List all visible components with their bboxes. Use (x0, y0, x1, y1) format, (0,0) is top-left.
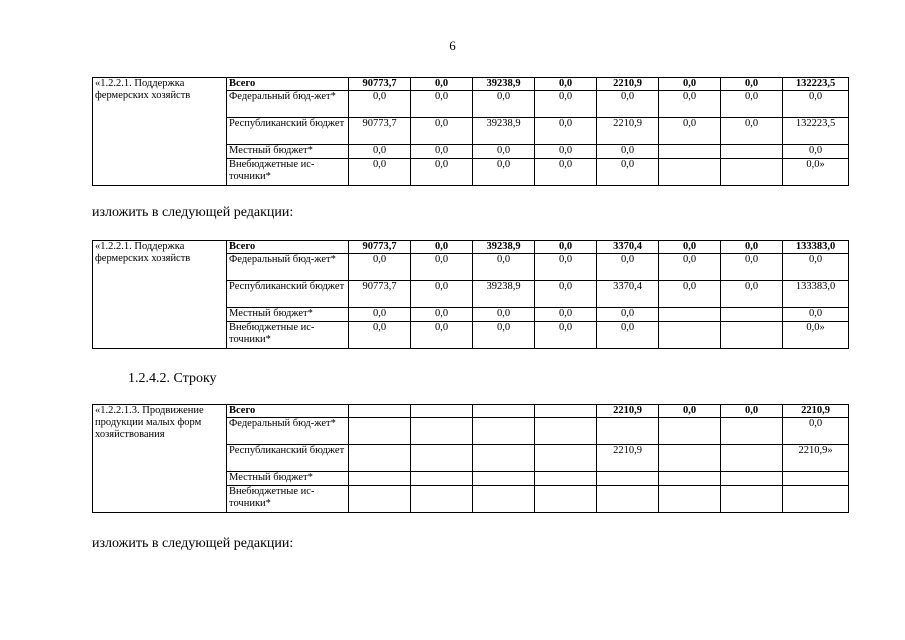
value-cell: 0,0 (597, 322, 659, 349)
value-cell: 0,0 (721, 241, 783, 254)
value-cell (411, 405, 473, 418)
budget-table-3 (92, 404, 849, 513)
value-cell: 0,0» (783, 322, 849, 349)
value-cell: 0,0 (783, 145, 849, 159)
value-cell: 0,0 (597, 159, 659, 186)
value-cell: 0,0 (535, 241, 597, 254)
value-cell: 132223,5 (783, 118, 849, 145)
value-cell (659, 322, 721, 349)
value-cell: 0,0 (721, 281, 783, 308)
instruction-text-1: изложить в следующей редакции: (92, 205, 294, 220)
value-cell: 0,0 (597, 308, 659, 322)
funding-source: Внебюджетные ис-точники* (227, 159, 349, 186)
value-cell: 0,0 (783, 308, 849, 322)
value-cell: 0,0 (411, 91, 473, 118)
value-cell (535, 472, 597, 486)
value-cell: 90773,7 (349, 241, 411, 254)
funding-source: Республиканский бюджет (227, 281, 349, 308)
value-cell (659, 472, 721, 486)
value-cell: 0,0 (597, 254, 659, 281)
value-cell (473, 486, 535, 513)
budget-table-2 (92, 240, 849, 349)
value-cell (411, 418, 473, 445)
value-cell: 0,0 (659, 254, 721, 281)
value-cell (535, 486, 597, 513)
value-cell: 0,0 (535, 159, 597, 186)
value-cell (349, 405, 411, 418)
value-cell: 0,0 (659, 118, 721, 145)
value-cell: 2210,9 (597, 445, 659, 472)
value-cell: 0,0 (535, 322, 597, 349)
value-cell: 0,0 (411, 241, 473, 254)
funding-source: Местный бюджет* (227, 308, 349, 322)
value-cell: 0,0 (411, 118, 473, 145)
value-cell: 0,0 (349, 254, 411, 281)
value-cell: 3370,4 (597, 281, 659, 308)
value-cell (721, 322, 783, 349)
value-cell: 39238,9 (473, 281, 535, 308)
value-cell: 0,0 (721, 118, 783, 145)
value-cell: 3370,4 (597, 241, 659, 254)
funding-source: Всего (227, 405, 349, 418)
value-cell (411, 486, 473, 513)
funding-source: Местный бюджет* (227, 472, 349, 486)
value-cell: 0,0 (411, 78, 473, 91)
value-cell: 0,0 (535, 118, 597, 145)
funding-source: Всего (227, 241, 349, 254)
value-cell: 0,0 (349, 145, 411, 159)
value-cell: 90773,7 (349, 118, 411, 145)
value-cell: 0,0 (597, 145, 659, 159)
funding-source: Федеральный бюд-жет* (227, 254, 349, 281)
funding-source: Федеральный бюд-жет* (227, 418, 349, 445)
value-cell: 39238,9 (473, 241, 535, 254)
value-cell: 0,0 (783, 91, 849, 118)
value-cell: 0,0 (411, 322, 473, 349)
value-cell: 0,0» (783, 159, 849, 186)
funding-source: Местный бюджет* (227, 145, 349, 159)
table-row (93, 405, 849, 418)
value-cell: 90773,7 (349, 281, 411, 308)
value-cell (783, 486, 849, 513)
value-cell: 39238,9 (473, 118, 535, 145)
funding-source: Всего (227, 78, 349, 91)
value-cell (535, 418, 597, 445)
measure-name: «1.2.2.1. Поддержка фермерских хозяйств (93, 241, 227, 349)
measure-name: «1.2.2.1.3. Продвижение продукции малых форм хозяйствования (93, 405, 227, 513)
value-cell: 2210,9» (783, 445, 849, 472)
value-cell: 0,0 (349, 91, 411, 118)
value-cell: 0,0 (659, 241, 721, 254)
value-cell (535, 445, 597, 472)
value-cell: 0,0 (721, 254, 783, 281)
value-cell (659, 159, 721, 186)
value-cell (597, 418, 659, 445)
value-cell: 0,0 (473, 308, 535, 322)
value-cell: 0,0 (349, 159, 411, 186)
value-cell (721, 445, 783, 472)
funding-source: Федеральный бюд-жет* (227, 91, 349, 118)
value-cell: 0,0 (597, 91, 659, 118)
value-cell: 0,0 (473, 159, 535, 186)
value-cell (411, 445, 473, 472)
value-cell: 0,0 (535, 145, 597, 159)
funding-source: Внебюджетные ис-точники* (227, 322, 349, 349)
value-cell (659, 486, 721, 513)
value-cell (473, 445, 535, 472)
value-cell (597, 472, 659, 486)
page-number: 6 (449, 38, 456, 53)
value-cell: 0,0 (783, 418, 849, 445)
value-cell: 39238,9 (473, 78, 535, 91)
value-cell: 0,0 (411, 308, 473, 322)
value-cell (721, 472, 783, 486)
instruction-text-2: изложить в следующей редакции: (92, 536, 294, 551)
value-cell: 0,0 (659, 405, 721, 418)
value-cell (473, 418, 535, 445)
value-cell (411, 472, 473, 486)
value-cell: 0,0 (535, 254, 597, 281)
value-cell: 0,0 (349, 308, 411, 322)
value-cell (721, 308, 783, 322)
value-cell (349, 445, 411, 472)
measure-name: «1.2.2.1. Поддержка фермерских хозяйств (93, 78, 227, 186)
value-cell (659, 418, 721, 445)
value-cell: 0,0 (535, 308, 597, 322)
value-cell (349, 418, 411, 445)
value-cell: 0,0 (411, 281, 473, 308)
value-cell (349, 486, 411, 513)
value-cell: 2210,9 (597, 78, 659, 91)
value-cell (721, 418, 783, 445)
section-heading: 1.2.4.2. Строку (128, 371, 217, 386)
funding-source: Республиканский бюджет (227, 118, 349, 145)
value-cell: 0,0 (473, 91, 535, 118)
value-cell: 0,0 (659, 78, 721, 91)
value-cell (659, 145, 721, 159)
value-cell: 2210,9 (597, 405, 659, 418)
value-cell (659, 308, 721, 322)
budget-table-1 (92, 77, 849, 186)
value-cell: 0,0 (535, 91, 597, 118)
value-cell: 0,0 (721, 91, 783, 118)
value-cell: 0,0 (473, 322, 535, 349)
value-cell (535, 405, 597, 418)
value-cell: 133383,0 (783, 281, 849, 308)
value-cell: 0,0 (411, 254, 473, 281)
value-cell (473, 472, 535, 486)
value-cell (721, 145, 783, 159)
value-cell (349, 472, 411, 486)
value-cell: 0,0 (659, 281, 721, 308)
value-cell: 2210,9 (783, 405, 849, 418)
value-cell: 0,0 (473, 145, 535, 159)
value-cell: 0,0 (411, 159, 473, 186)
table-row (93, 241, 849, 254)
value-cell: 0,0 (721, 78, 783, 91)
value-cell (721, 159, 783, 186)
value-cell: 0,0 (535, 281, 597, 308)
value-cell: 0,0 (659, 91, 721, 118)
value-cell (783, 472, 849, 486)
value-cell: 0,0 (535, 78, 597, 91)
value-cell (597, 486, 659, 513)
value-cell: 0,0 (473, 254, 535, 281)
funding-source: Республиканский бюджет (227, 445, 349, 472)
value-cell: 0,0 (783, 254, 849, 281)
value-cell: 0,0 (721, 405, 783, 418)
value-cell: 0,0 (349, 322, 411, 349)
value-cell: 0,0 (411, 145, 473, 159)
value-cell: 132223,5 (783, 78, 849, 91)
value-cell (721, 486, 783, 513)
value-cell: 2210,9 (597, 118, 659, 145)
table-row (93, 78, 849, 91)
value-cell (473, 405, 535, 418)
value-cell (659, 445, 721, 472)
value-cell: 90773,7 (349, 78, 411, 91)
funding-source: Внебюджетные ис-точники* (227, 486, 349, 513)
value-cell: 133383,0 (783, 241, 849, 254)
